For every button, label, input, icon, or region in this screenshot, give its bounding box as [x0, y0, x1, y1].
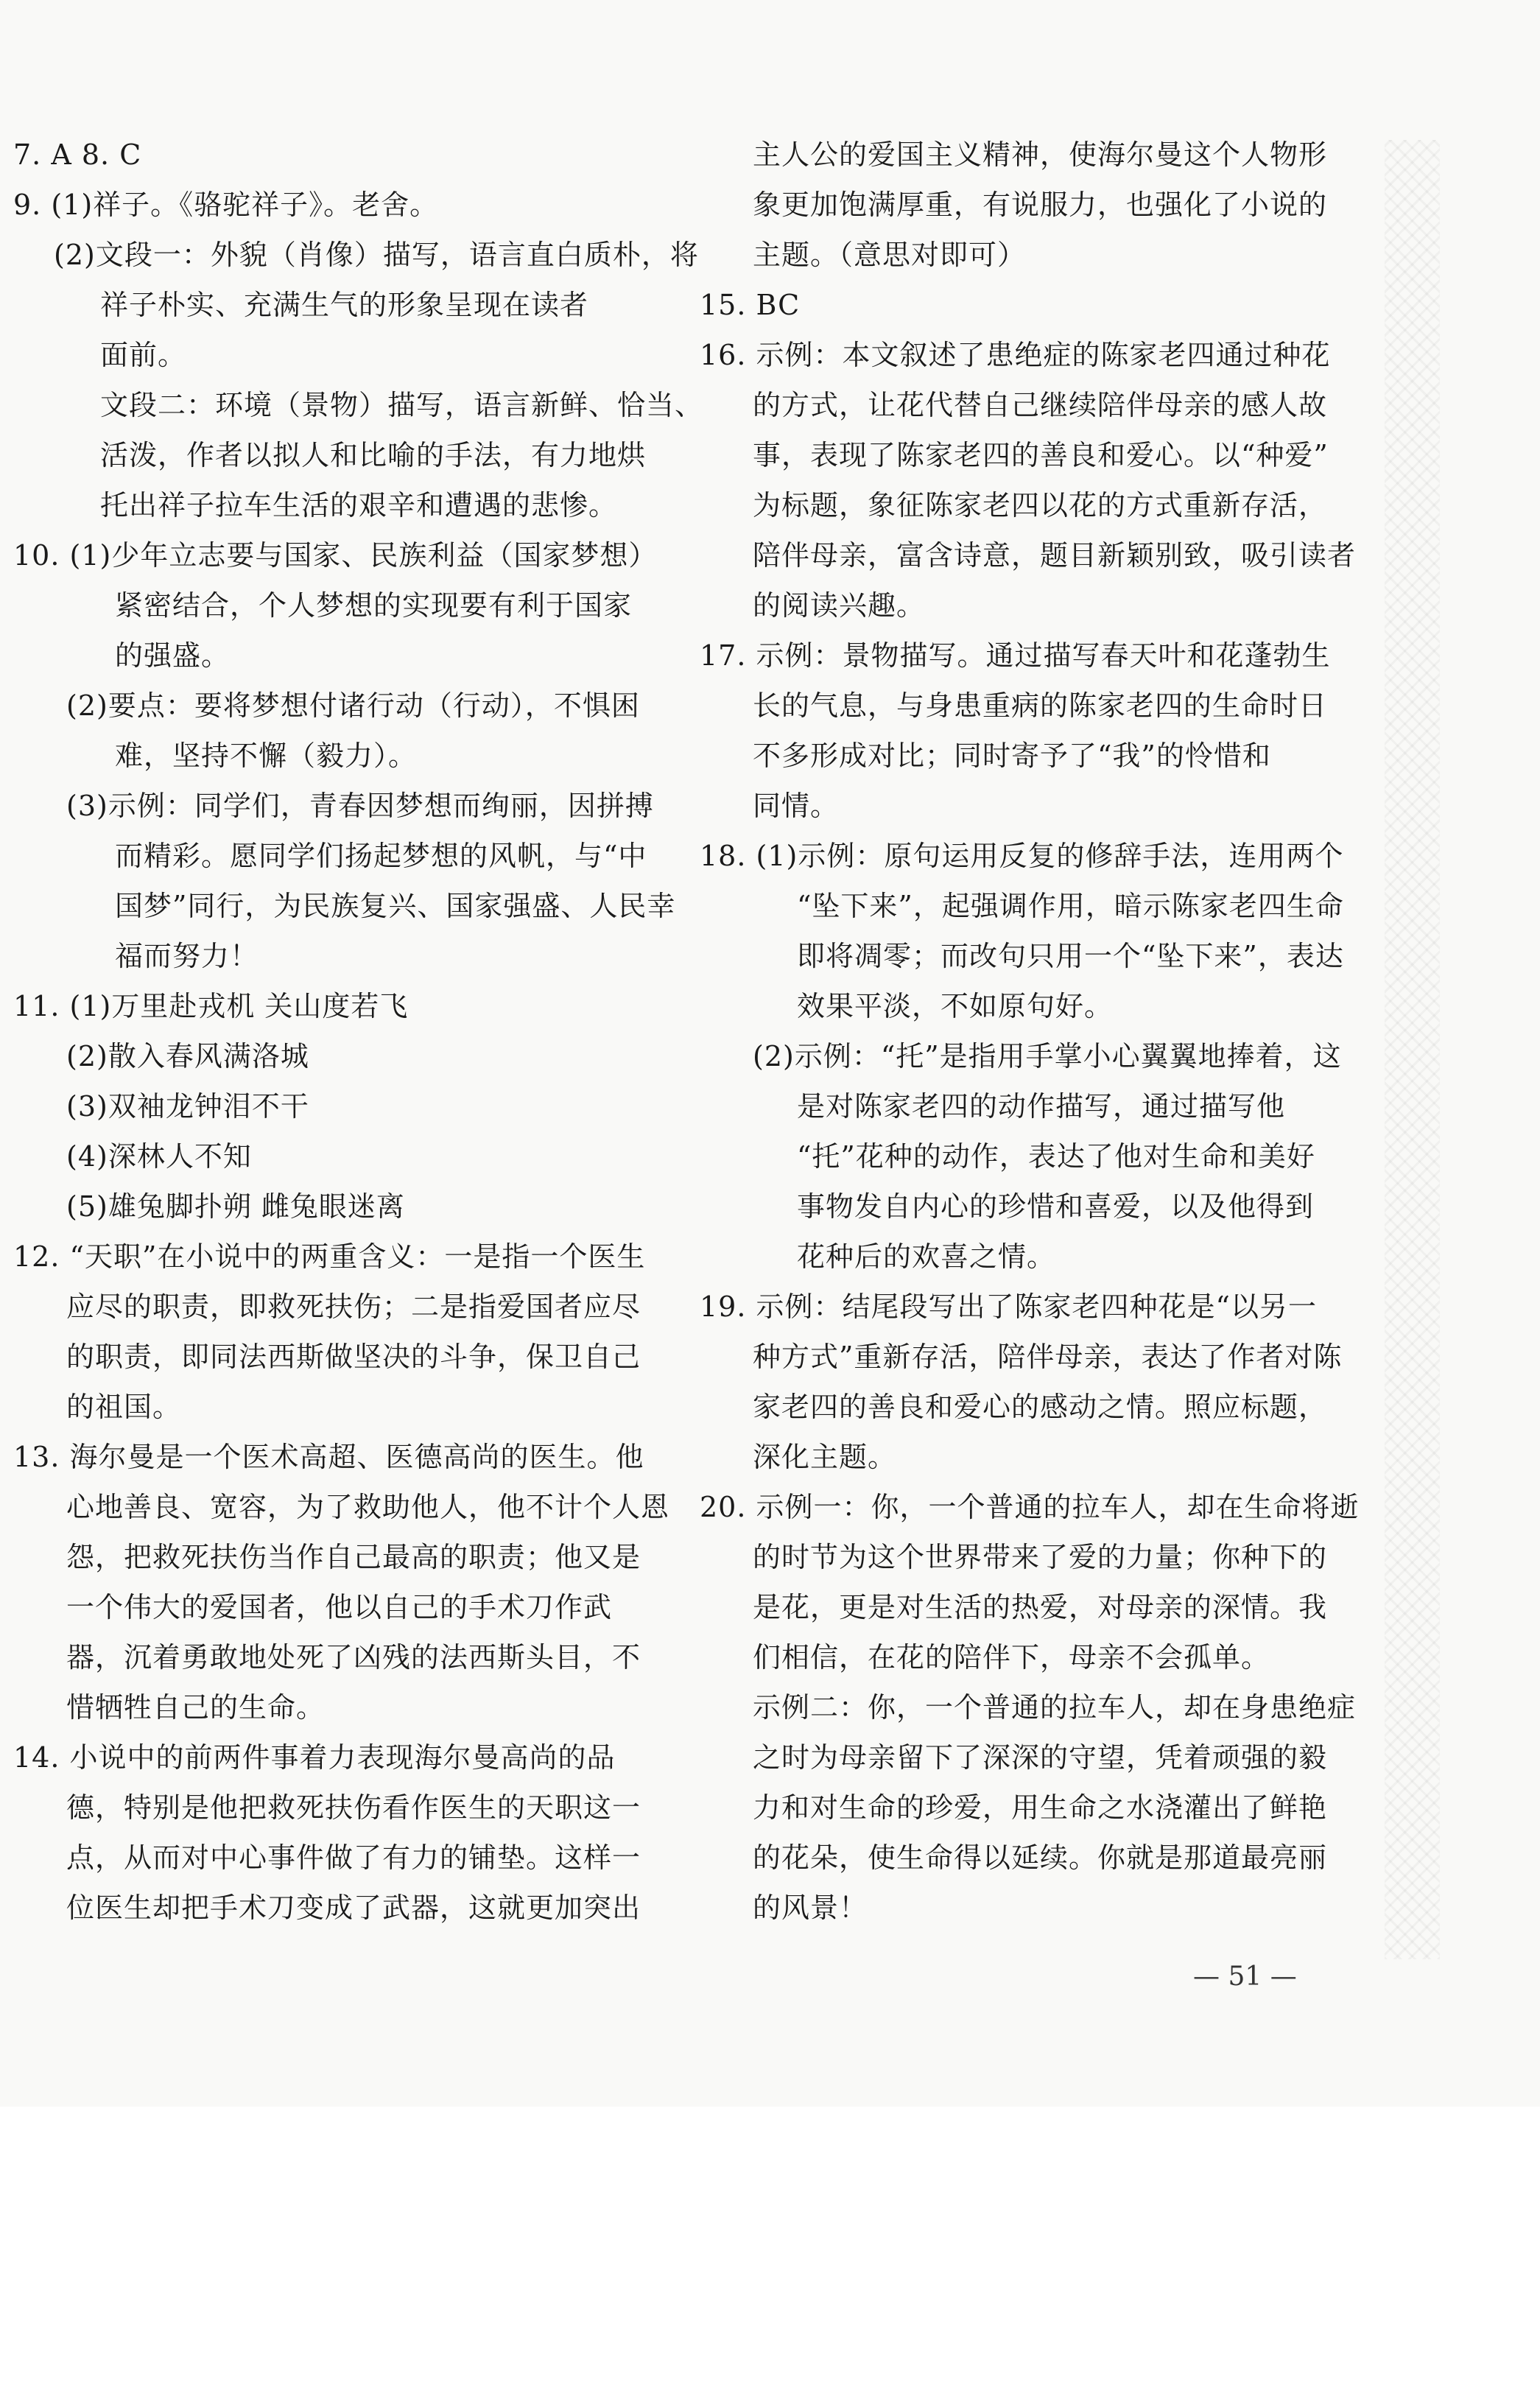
answer-line: (5)雄兔脚扑朔 雌兔眼迷离	[66, 1190, 405, 1223]
answer-line: 13. 海尔曼是一个医术高超、医德高尚的医生。他	[13, 1441, 644, 1473]
answer-line: 的祖国。	[66, 1391, 182, 1423]
margin-decoration	[1385, 140, 1440, 1959]
answer-line: 为标题，象征陈家老四以花的方式重新存活，	[753, 489, 1328, 522]
blank-area	[0, 2107, 1540, 2388]
answer-line: 难，坚持不懈（毅力）。	[115, 740, 418, 772]
answer-line: 即将凋零；而改句只用一个“坠下来”，表达	[797, 940, 1344, 972]
answer-line: 的风景！	[753, 1892, 868, 1924]
answer-line: 不多形成对比；同时寄予了“我”的怜惜和	[753, 740, 1271, 772]
answer-line: 们相信，在花的陪伴下，母亲不会孤单。	[753, 1641, 1270, 1674]
answer-line: 惜牺牲自己的生命。	[66, 1691, 326, 1724]
answer-line: 器，沉着勇敢地处死了凶残的法西斯头目，不	[66, 1641, 641, 1674]
answer-line: (3)示例：同学们，青春因梦想而绚丽，因拼搏	[66, 790, 654, 822]
answer-line: 深化主题。	[753, 1441, 897, 1473]
answer-line: 长的气息，与身患重病的陈家老四的生命时日	[753, 689, 1328, 722]
answer-line: 是对陈家老四的动作描写，通过描写他	[797, 1090, 1286, 1123]
answer-line: 而精彩。愿同学们扬起梦想的风帆，与“中	[115, 840, 647, 872]
answer-line: 陪伴母亲，富含诗意，题目新颖别致，吸引读者	[753, 539, 1357, 572]
answer-line: 紧密结合，个人梦想的实现要有利于国家	[115, 589, 633, 622]
answer-line: 10. (1)少年立志要与国家、民族利益（国家梦想）	[13, 539, 658, 572]
answer-line: (2)散入春风满洛城	[66, 1040, 309, 1072]
answer-line: 7. A 8. C	[13, 138, 142, 171]
answer-line: 种方式”重新存活，陪伴母亲，表达了作者对陈	[753, 1341, 1343, 1373]
answer-line: 12. “天职”在小说中的两重含义：一是指一个医生	[13, 1240, 646, 1273]
answer-line: 祥子朴实、充满生气的形象呈现在读者	[100, 289, 589, 321]
answer-line: 16. 示例：本文叙述了患绝症的陈家老四通过种花	[700, 339, 1331, 371]
answer-line: 的方式，让花代替自己继续陪伴母亲的感人故	[753, 389, 1328, 421]
answer-line: 的花朵，使生命得以延续。你就是那道最亮丽	[753, 1841, 1328, 1874]
answer-line: (4)深林人不知	[66, 1140, 252, 1173]
answer-line: 效果平淡，不如原句好。	[797, 990, 1114, 1022]
answer-line: 的职责，即同法西斯做坚决的斗争，保卫自己	[66, 1341, 641, 1373]
answer-line: 主人公的爱国主义精神，使海尔曼这个人物形	[753, 138, 1328, 171]
answer-line: 是花，更是对生活的热爱，对母亲的深情。我	[753, 1591, 1328, 1623]
answer-line: 9. (1)祥子。《骆驼祥子》。老舍。	[13, 189, 439, 221]
answer-line: 17. 示例：景物描写。通过描写春天叶和花蓬勃生	[700, 639, 1331, 672]
answer-line: (2)要点：要将梦想付诸行动（行动），不惧困	[66, 689, 640, 722]
answer-line: (3)双袖龙钟泪不干	[66, 1090, 309, 1123]
answer-line: 一个伟大的爱国者，他以自己的手术刀作武	[66, 1591, 613, 1623]
answer-line: 15. BC	[700, 289, 801, 321]
answer-line: 应尽的职责，即救死扶伤；二是指爱国者应尽	[66, 1290, 641, 1323]
answer-line: 怨，把救死扶伤当作自己最高的职责；他又是	[66, 1541, 641, 1573]
answer-line: 心地善良、宽容，为了救助他人，他不计个人恩	[66, 1491, 670, 1523]
answer-line: 事，表现了陈家老四的善良和爱心。以“种爱”	[753, 439, 1329, 471]
answer-line: 力和对生命的珍爱，用生命之水浇灌出了鲜艳	[753, 1791, 1328, 1824]
answer-line: 家老四的善良和爱心的感动之情。照应标题，	[753, 1391, 1328, 1423]
answer-line: 事物发自内心的珍惜和喜爱，以及他得到	[797, 1190, 1315, 1223]
answer-line: 德，特别是他把救死扶伤看作医生的天职这一	[66, 1791, 641, 1824]
answer-line: 花种后的欢喜之情。	[797, 1240, 1056, 1273]
answer-line: 位医生却把手术刀变成了武器，这就更加突出	[66, 1892, 641, 1924]
answer-line: 主题。（意思对即可）	[753, 239, 1027, 271]
answer-line: 的强盛。	[115, 639, 231, 672]
answer-line: (2)文段一：外貌（肖像）描写，语言直白质朴，将	[54, 239, 699, 271]
answer-line: 托出祥子拉车生活的艰辛和遭遇的悲惨。	[100, 489, 618, 522]
answer-line: 19. 示例：结尾段写出了陈家老四种花是“以另一	[700, 1290, 1317, 1323]
answer-line: 面前。	[100, 339, 187, 371]
answer-line: “托”花种的动作，表达了他对生命和美好	[797, 1140, 1315, 1173]
answer-line: 14. 小说中的前两件事着力表现海尔曼高尚的品	[13, 1741, 616, 1774]
answer-line: 同情。	[753, 790, 840, 822]
answer-line: 20. 示例一：你，一个普通的拉车人，却在生命将逝	[700, 1491, 1360, 1523]
page-number: — 51 —	[1193, 1962, 1297, 1992]
answer-line: 的阅读兴趣。	[753, 589, 926, 622]
answer-line: 之时为母亲留下了深深的守望，凭着顽强的毅	[753, 1741, 1328, 1774]
answer-line: 18. (1)示例：原句运用反复的修辞手法，连用两个	[700, 840, 1344, 872]
answer-line: (2)示例：“托”是指用手掌小心翼翼地捧着，这	[753, 1040, 1342, 1072]
answer-line: 活泼，作者以拟人和比喻的手法，有力地烘	[100, 439, 647, 471]
answer-line: 的时节为这个世界带来了爱的力量；你种下的	[753, 1541, 1328, 1573]
answer-line: 国梦”同行，为民族复兴、国家强盛、人民幸	[115, 890, 676, 922]
answer-line: 文段二：环境（景物）描写，语言新鲜、恰当、	[100, 389, 704, 421]
answer-line: 11. (1)万里赴戎机 关山度若飞	[13, 990, 409, 1022]
answer-line: “坠下来”，起强调作用，暗示陈家老四生命	[797, 890, 1344, 922]
answer-line: 点，从而对中心事件做了有力的铺垫。这样一	[66, 1841, 641, 1874]
answer-line: 示例二：你，一个普通的拉车人，却在身患绝症	[753, 1691, 1357, 1724]
answer-line: 象更加饱满厚重，有说服力，也强化了小说的	[753, 189, 1328, 221]
answer-line: 福而努力！	[115, 940, 259, 972]
